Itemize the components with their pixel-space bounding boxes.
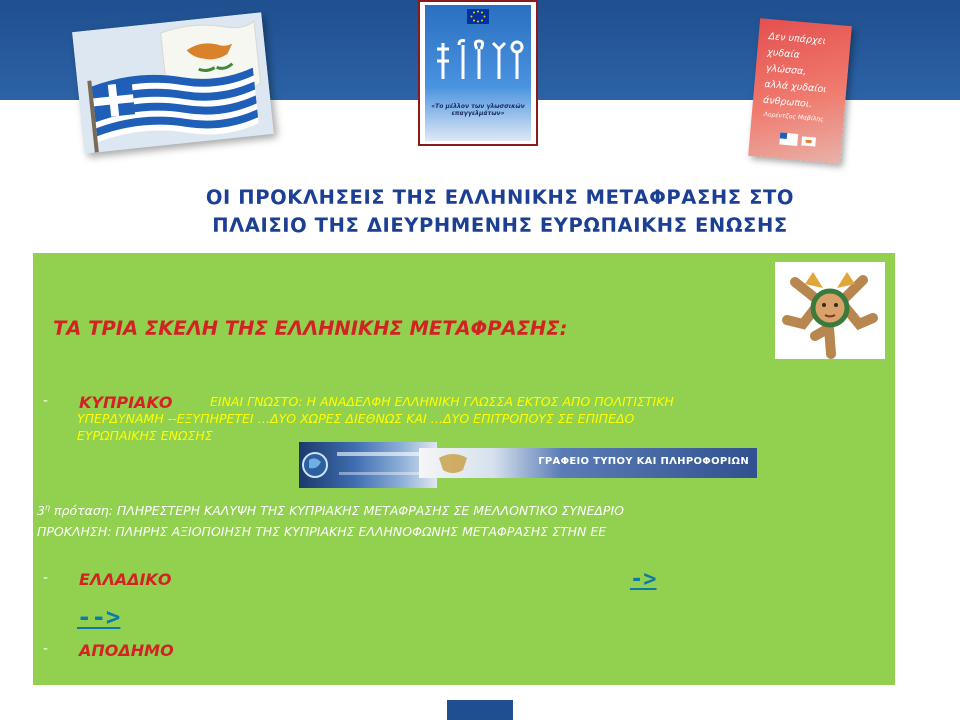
cyprus-description xyxy=(77,393,877,444)
cyprus-emblem-icon xyxy=(433,448,473,478)
quote-line: χυδαία γλώσσα, xyxy=(765,47,807,78)
press-office-logo-text: ΓΡΑΦΕΙΟ ΤΥΠΟΥ ΚΑΙ ΠΛΗΡΟΦΟΡΙΩΝ xyxy=(538,456,749,467)
challenge-line: ΠΡΟΚΛΗΣΗ: ΠΛΗΡΗΣ ΑΞΙΟΠΟΙΗΣΗ ΤΗΣ ΚΥΠΡΙΑΚΗΣ ΕΛΛΗΝΟΦΩΝΗΣ ΜΕΤΑΦΡΑΣΗΣ ΣΤΗΝ ΕΕ xyxy=(37,524,607,540)
press-office-logo xyxy=(419,448,757,478)
greece-label: ΕΛΛΑΔΙΚΟ xyxy=(79,570,172,589)
proposal-text xyxy=(37,497,887,542)
bullet-marker: - xyxy=(43,570,49,586)
flags-illustration xyxy=(72,12,274,153)
triskelion-icon xyxy=(775,262,885,359)
cyprus-text-line1: ΕΙΝΑΙ ΓΝΩΣΤΟ: Η ΑΝΑΔΕΛΦΗ ΕΛΛΗΝΙΚΗ ΓΛΩΣΣΑ ΕΚΤΟΣ ΑΠΟ ΠΟΛΙΤΙΣΤΙΚΗ xyxy=(210,394,674,409)
eu-emblem-icon xyxy=(425,5,531,101)
quote-text xyxy=(762,29,843,115)
cyprus-text-line2: ΥΠΕΡΔΥΝΑΜΗ --ΕΞΥΠΗΡΕΤΕΙ …ΔΥΟ ΧΩΡΕΣ ΔΙΕΘΝΩΣ ΚΑΙ …ΔΥΟ ΕΠΙΤΡΟΠΟΥΣ ΣΕ ΕΠΙΠΕΔΟ xyxy=(77,411,635,426)
proposal-ordinal: 3 xyxy=(37,503,45,519)
quote-line: άνθρωποι. xyxy=(762,94,813,111)
triskelion-image xyxy=(775,262,885,359)
conference-poster xyxy=(418,0,538,146)
poster-title: «Το μέλλον των γλωσσικών επαγγελμάτων» xyxy=(431,103,525,117)
page-title-line2: ΠΛΑΙΣΙΟ ΤΗΣ ΔΙΕΥΡΗΜΕΝΗΣ ΕΥΡΩΠΑΙΚΗΣ ΕΝΩΣΗΣ xyxy=(212,214,788,237)
language-glyphs-icon xyxy=(437,41,522,80)
bullet-marker: - xyxy=(43,393,49,409)
content-panel xyxy=(33,253,895,685)
quote-card xyxy=(748,18,852,163)
greece-link-double-arrow[interactable]: --> xyxy=(77,603,121,631)
cyprus-agency-logo xyxy=(299,442,437,488)
quote-line: Δεν υπάρχει xyxy=(768,31,827,48)
proposal-ordinal-suffix: η xyxy=(44,503,51,512)
quote-author: Λορέντζος Μαβίλης xyxy=(763,110,824,124)
proposal-line1: πρόταση: ΠΛΗΡΕΣΤΕΡΗ ΚΑΛΥΨΗ ΤΗΣ ΚΥΠΡΙΑΚΗΣ ΜΕΤΑΦΡΑΣΗΣ ΣΕ ΜΕΛΛΟΝΤΙΚΟ ΣΥΝΕΔΡΙΟ xyxy=(50,503,624,519)
globe-logo-icon xyxy=(299,442,437,488)
page-title xyxy=(90,184,910,240)
page-title-line1: ΟΙ ΠΡΟΚΛΗΣΕΙΣ ΤΗΣ ΕΛΛΗΝΙΚΗΣ ΜΕΤΑΦΡΑΣΗΣ ΣΤΟ xyxy=(205,186,795,209)
greece-link-arrow[interactable]: -> xyxy=(630,567,657,592)
diaspora-label: ΑΠΟΔΗΜΟ xyxy=(79,641,174,660)
quote-line: αλλά χυδαίοι xyxy=(763,78,827,96)
section-heading: ΤΑ ΤΡΙΑ ΣΚΕΛΗ ΤΗΣ ΕΛΛΗΝΙΚΗΣ ΜΕΤΑΦΡΑΣΗΣ: xyxy=(53,317,568,340)
footer-band xyxy=(447,700,513,720)
flags-image xyxy=(72,12,274,153)
small-flags-icon xyxy=(748,116,843,164)
poster-artwork xyxy=(425,5,531,141)
cyprus-label: ΚΥΠΡΙΑΚΟ xyxy=(79,393,173,412)
cyprus-text-line3: ΕΥΡΩΠΑΙΚΗΣ ΕΝΩΣΗΣ xyxy=(77,428,213,443)
bullet-marker: - xyxy=(43,641,49,657)
